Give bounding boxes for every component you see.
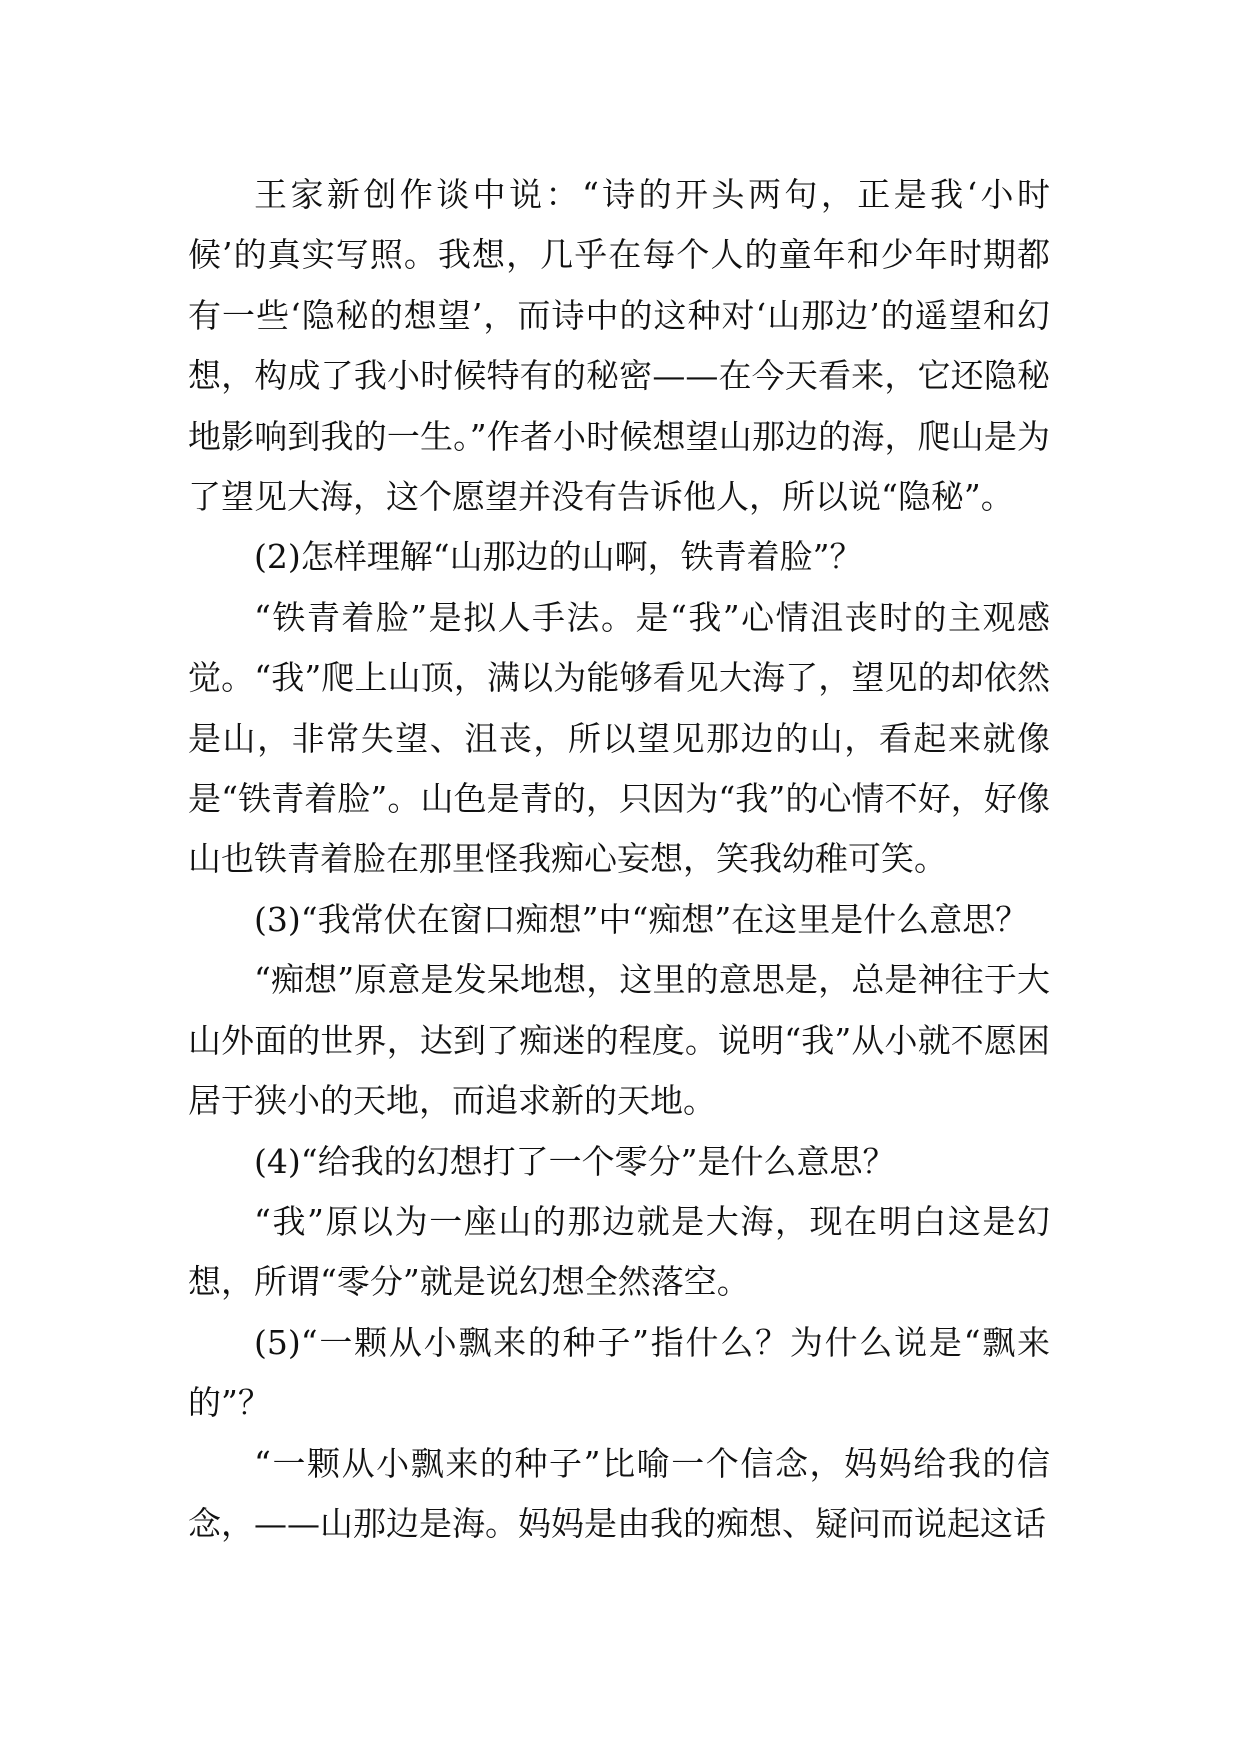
- answer-5: “一颗从小飘来的种子”比喻一个信念，妈妈给我的信念，——山那边是海。妈妈是由我的痴想、疑问而说起这话: [188, 1443, 1050, 1543]
- question-5: (5)“一颗从小飘来的种子”指什么？为什么说是“飘来的”？: [188, 1322, 1050, 1423]
- question-2: (2)怎样理解“山那边的山啊，铁青着脸”？: [254, 537, 863, 577]
- answer-4: “我”原以为一座山的那边就是大海，现在明白这是幻想，所谓“零分”就是说幻想全然落空。: [188, 1201, 1050, 1302]
- answer-3: “痴想”原意是发呆地想，这里的意思是，总是神往于大山外面的世界，达到了痴迷的程度。说明“我”从小就不愿困居于狭小的天地，而追求新的天地。: [188, 960, 1050, 1121]
- answer-2: “铁青着脸”是拟人手法。是“我”心情沮丧时的主观感觉。“我”爬上山顶，满以为能够看见大海了，望见的却依然是山，非常失望、沮丧，所以望见那边的山，看起来就像是“铁青着脸”。山色是青的，只因为“我”的心情不好，好像山也铁青着脸在那里怪我痴心妄想，笑我幼稚可笑。: [188, 597, 1050, 879]
- question-4: (4)“给我的幻想打了一个零分”是什么意思？: [254, 1141, 896, 1181]
- question-3: (3)“我常伏在窗口痴想”中“痴想”在这里是什么意思？: [254, 899, 1029, 939]
- paragraph: 王家新创作谈中说：“诗的开头两句，正是我‘小时候’的真实写照。我想，几乎在每个人的童年和少年时期都有一些‘隐秘的想望’，而诗中的这种对‘山那边’的遥望和幻想，构成了我小时候特有的秘密——在今天看来，它还隐秘地影响到我的一生。”作者小时候想望山那边的海，爬山是为了望见大海，这个愿望并没有告诉他人，所以说“隐秘”。: [188, 175, 1050, 517]
- document-page: [188, 165, 1050, 1554]
